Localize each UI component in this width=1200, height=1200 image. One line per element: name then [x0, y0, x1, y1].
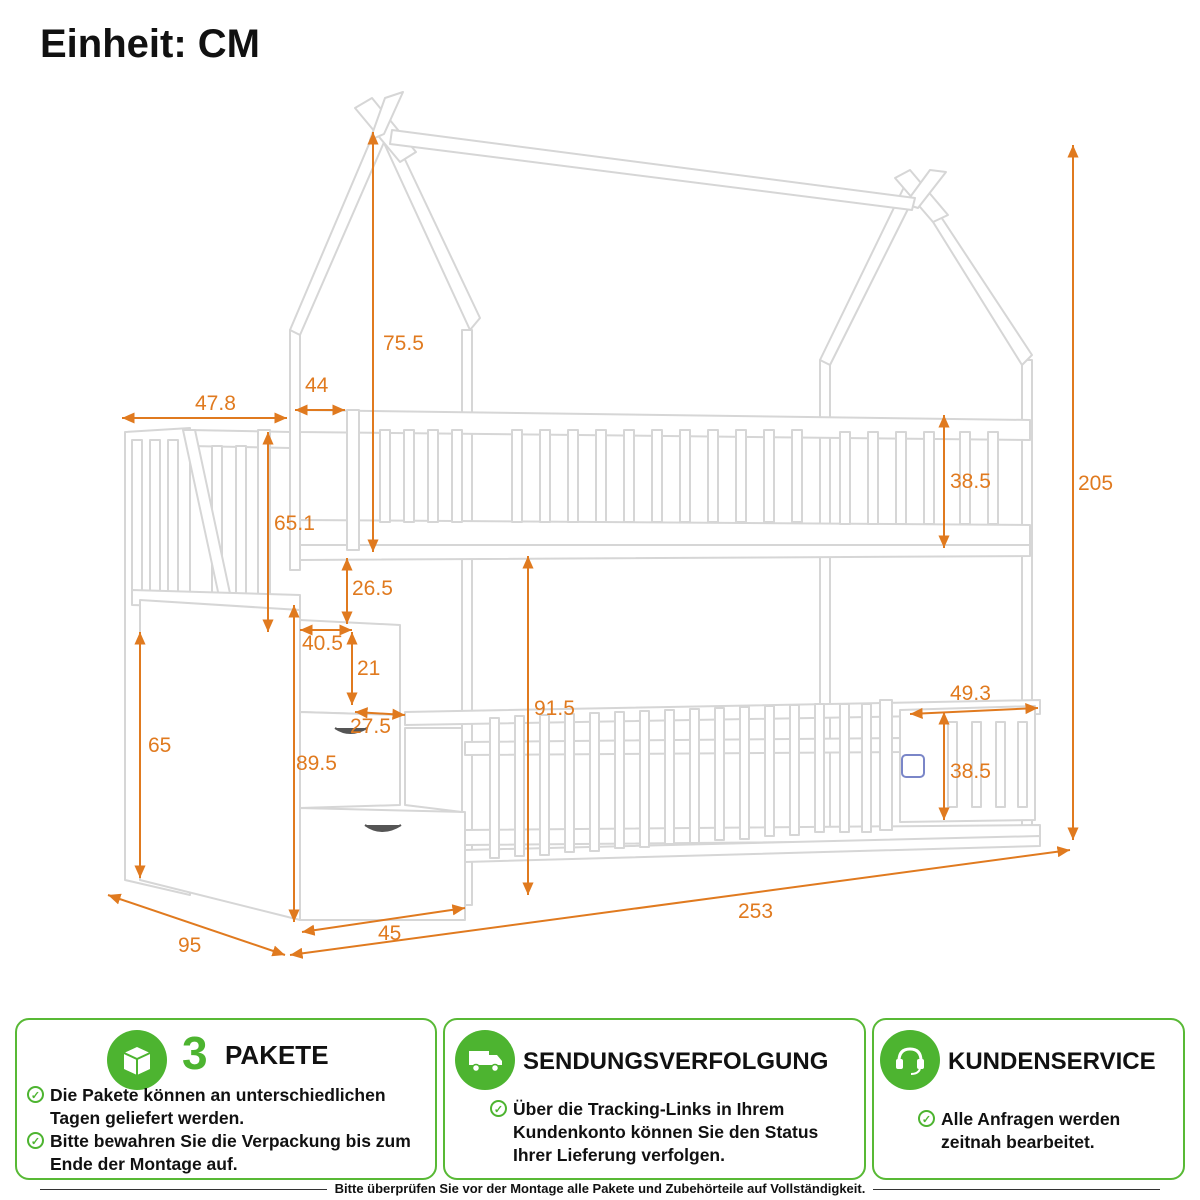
dim-step-depth-top: 40.5: [302, 632, 343, 655]
packages-count: 3: [182, 1027, 208, 1079]
service-title: KUNDENSERVICE: [948, 1048, 1156, 1075]
bed-illustration: [125, 92, 1040, 920]
check-icon: ✓: [27, 1132, 44, 1149]
dim-lower-gate-width: 49.3: [950, 682, 991, 705]
roof-ridge-beam: [390, 130, 915, 210]
check-icon: ✓: [918, 1110, 935, 1127]
dim-lower-bed-clearance: 91.5: [534, 697, 575, 720]
dim-ladder-gap: 44: [305, 374, 329, 397]
tracking-title: SENDUNGSVERFOLGUNG: [523, 1048, 829, 1075]
dim-stair-side-height: 65: [148, 734, 172, 757]
dim-depth: 95: [178, 934, 202, 957]
packages-title: PAKETE: [225, 1040, 329, 1070]
dim-step-depth-middle: 27.5: [350, 715, 391, 738]
dim-total-height: 205: [1078, 472, 1114, 495]
packages-bullet-1: ✓ Die Pakete können an unterschiedlichen Tagen geliefert werden.: [27, 1084, 432, 1130]
check-icon: ✓: [27, 1086, 44, 1103]
packages-panel: [15, 1018, 437, 1180]
delivery-truck-icon: [455, 1030, 515, 1090]
packages-bullet-2: ✓ Bitte bewahren Sie die Verpackung bis zum Ende der Montage auf.: [27, 1130, 432, 1176]
footer-note: Bitte überprüfen Sie vor der Montage alle Pakete und Zubehörteile auf Vollständigkeit.: [0, 1181, 1200, 1196]
dim-roof-height: 75.5: [383, 332, 424, 355]
package-box-icon: [107, 1030, 167, 1090]
dim-step-height-middle: 21: [357, 657, 381, 680]
dim-stair-rail-height: 65.1: [274, 512, 315, 535]
tracking-panel: [443, 1018, 866, 1180]
tracking-bullet-1: ✓ Über die Tracking-Links in Ihrem Kundenkonto können Sie den Status Ihrer Lieferung verfolgen.: [490, 1098, 830, 1167]
dim-stair-width-top: 47.8: [195, 392, 236, 415]
service-bullet-1: ✓ Alle Anfragen werden zeitnah bearbeitet.: [918, 1108, 1158, 1154]
unit-title: Einheit: CM: [40, 22, 260, 66]
dim-guard-height-bottom: 38.5: [950, 760, 991, 783]
headset-icon: [880, 1030, 940, 1090]
dim-stair-total-height: 89.5: [296, 752, 337, 775]
service-panel: [872, 1018, 1185, 1180]
dim-step-height-top: 26.5: [352, 577, 393, 600]
dim-total-length: 253: [738, 900, 774, 923]
check-icon: ✓: [490, 1100, 507, 1117]
dim-drawer-width: 45: [378, 922, 402, 945]
dim-guard-height-top: 38.5: [950, 470, 991, 493]
upper-bed: [300, 410, 1030, 560]
